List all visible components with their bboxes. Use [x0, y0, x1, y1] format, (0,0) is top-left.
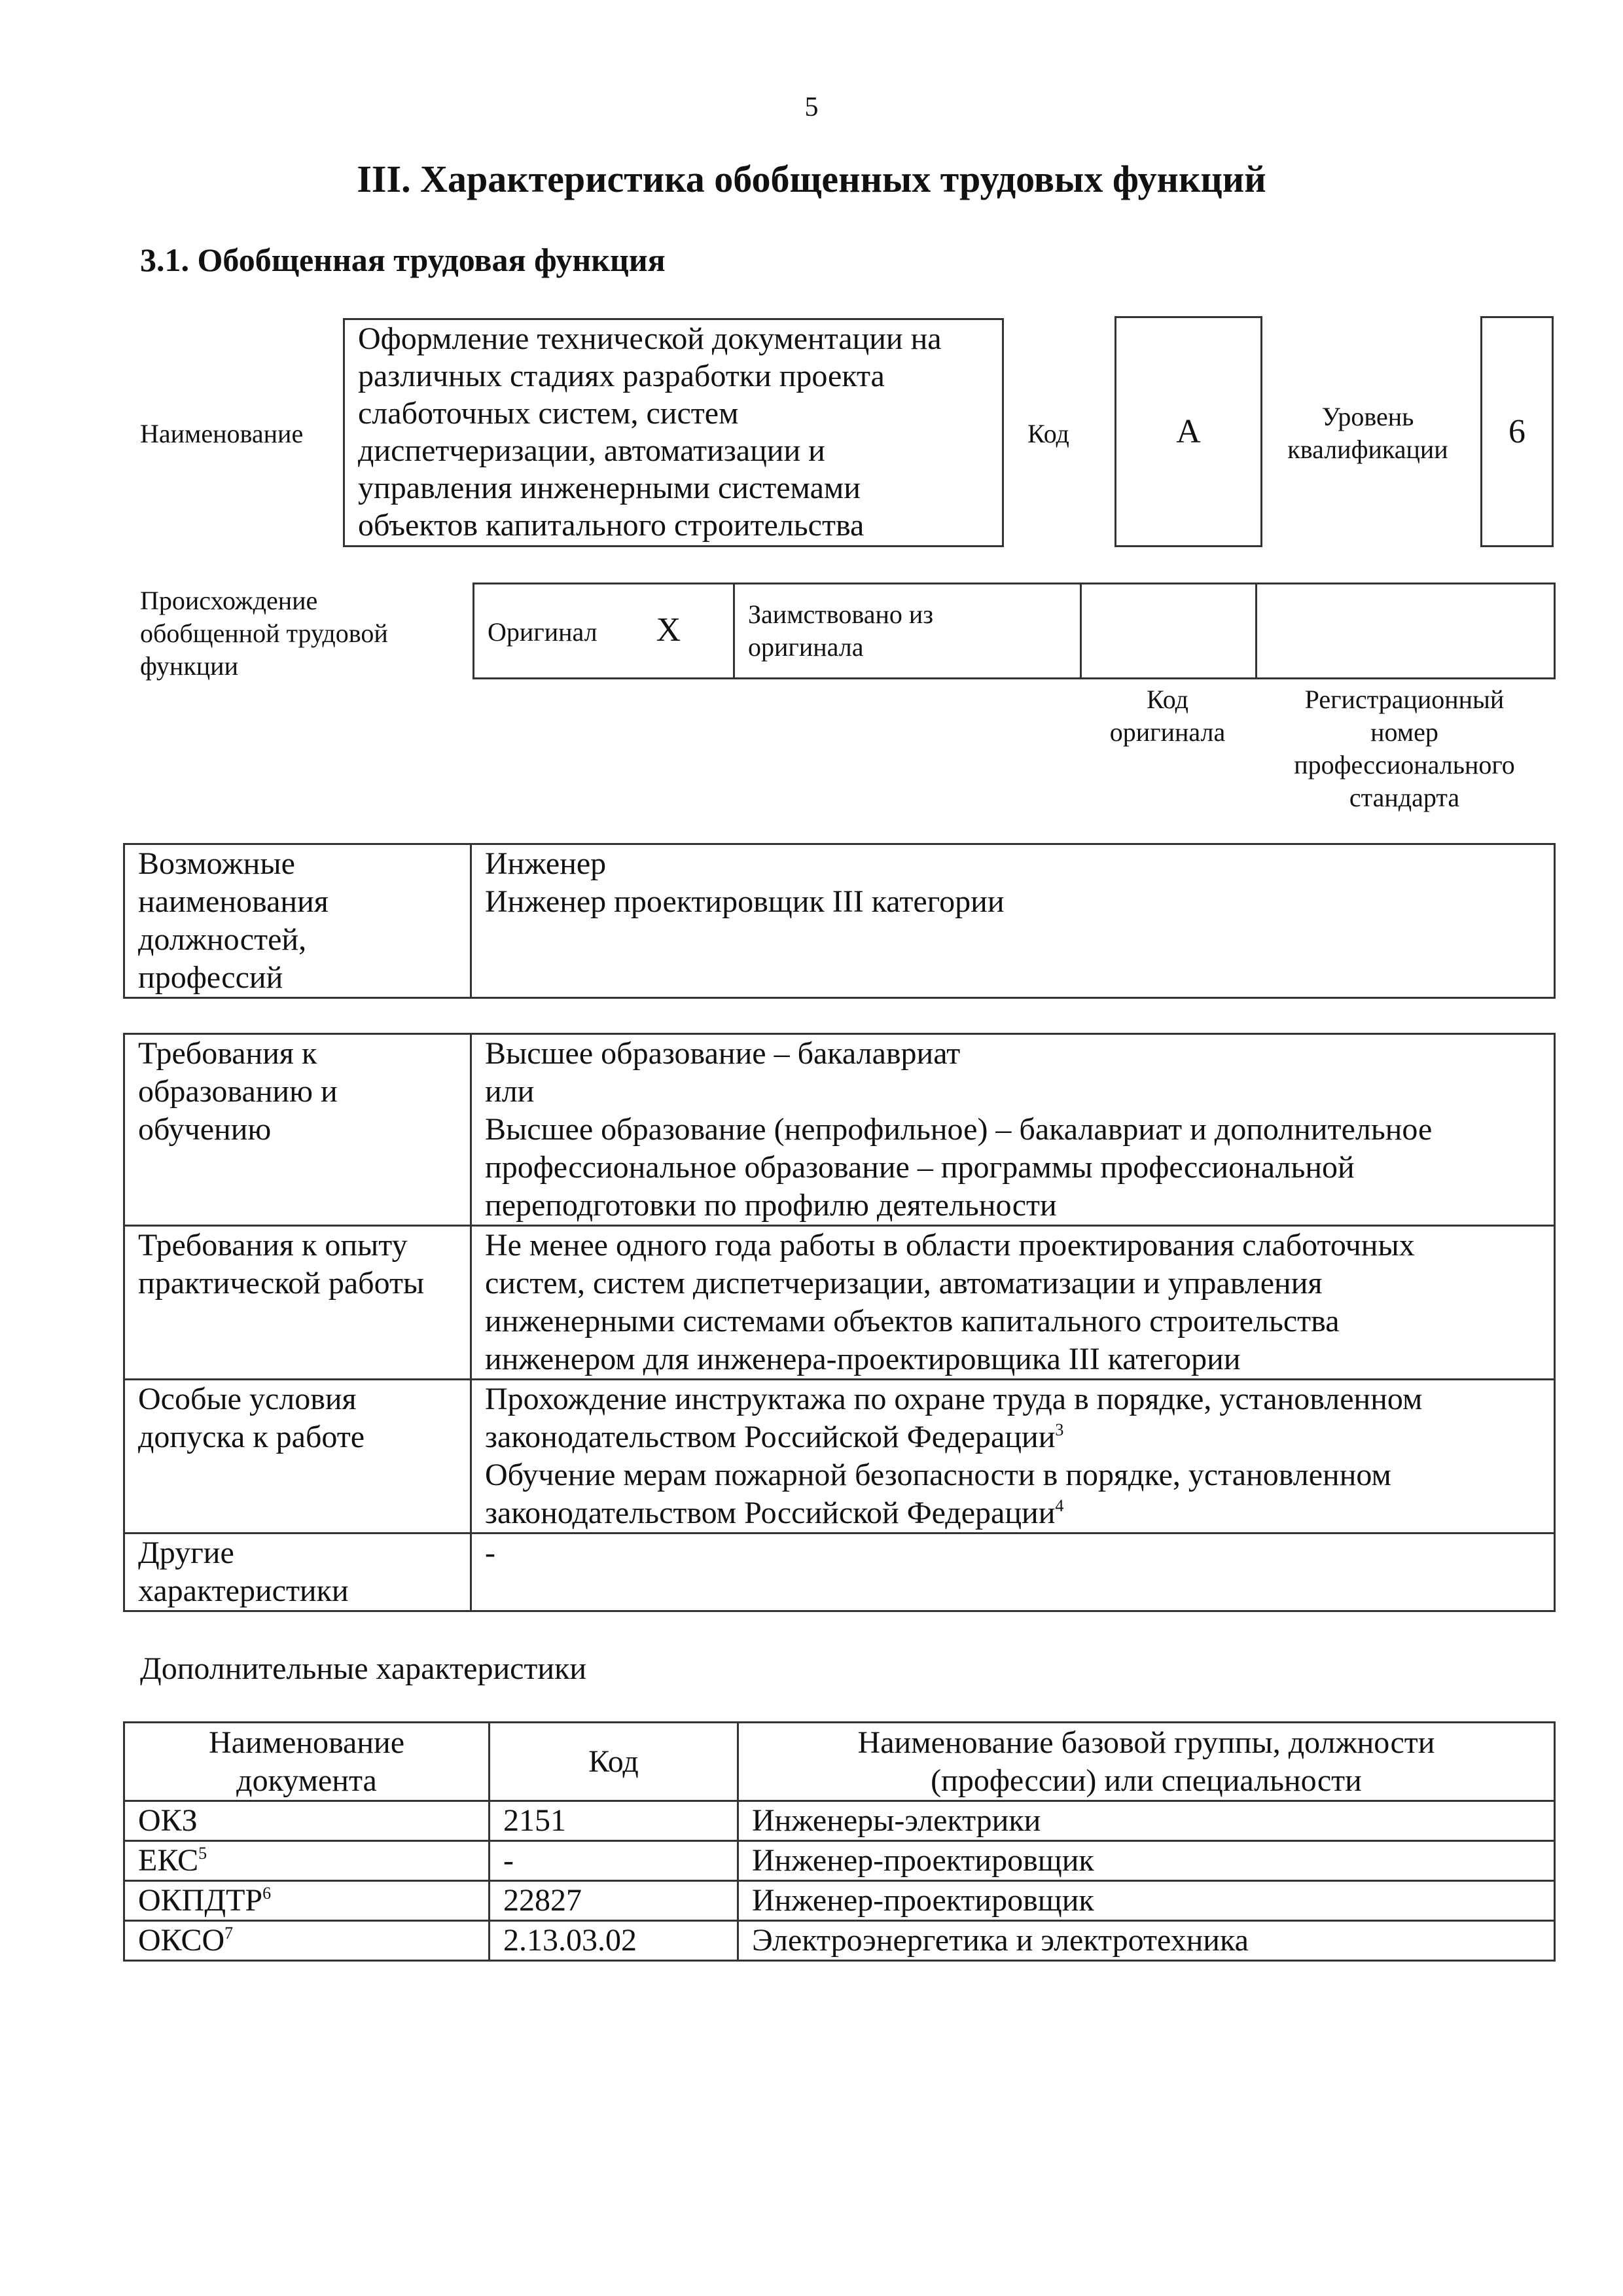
other-label-line: характеристики: [138, 1573, 349, 1608]
conditions-value-cell: [471, 1380, 1555, 1534]
borrowed-label-line: оригинала: [748, 632, 864, 662]
origin-borrowed-cell: [734, 584, 1081, 679]
caption-line: оригинала: [1109, 717, 1226, 747]
header-line: Наименование базовой группы, должности: [857, 1725, 1435, 1760]
caption-line: Регистрационный: [1304, 685, 1505, 714]
function-name-line: слаботочных систем, систем: [358, 396, 739, 431]
level-label-line: квалификации: [1287, 435, 1448, 464]
function-name-line: управления инженерными системами: [358, 471, 861, 505]
caption-line: номер: [1370, 717, 1438, 747]
education-line: переподготовки по профилю деятельности: [485, 1188, 1057, 1223]
original-mark: X: [656, 611, 681, 649]
header-group: [738, 1723, 1555, 1801]
origin-original-cell: [474, 584, 734, 679]
conditions-label-line: Особые условия: [138, 1382, 357, 1416]
positions-label-cell: [124, 844, 471, 998]
group-name: Инженер-проектировщик: [738, 1841, 1555, 1881]
conditions-line: [485, 1418, 1541, 1456]
doc-name: ОКПДТР: [138, 1883, 263, 1918]
education-label-cell: [124, 1034, 471, 1226]
group-name: Инженер-проектировщик: [738, 1881, 1555, 1921]
footnote-ref: 3: [1055, 1420, 1064, 1439]
function-name-box: [343, 318, 1004, 547]
other-label-line: Другие: [138, 1535, 234, 1570]
positions-label-line: наименования: [138, 884, 329, 919]
doc-code: 2.13.03.02: [490, 1921, 738, 1961]
header-doc: [124, 1723, 490, 1801]
education-label-line: образованию и: [138, 1074, 338, 1109]
header-line: Код: [588, 1744, 639, 1779]
conditions-label-cell: [124, 1380, 471, 1534]
origin-reg-cell: [1257, 584, 1555, 679]
education-line: или: [485, 1074, 535, 1109]
conditions-label-line: допуска к работе: [138, 1420, 365, 1454]
level-value-box: [1480, 316, 1554, 547]
education-value-cell: [471, 1034, 1555, 1226]
function-name-line: диспетчеризации, автоматизации и: [358, 433, 825, 468]
caption-line: Код: [1147, 685, 1188, 714]
conditions-line: [485, 1494, 1541, 1532]
experience-label-line: Требования к опыту: [138, 1228, 408, 1263]
origin-label-line: функции: [140, 651, 238, 681]
function-name-line: объектов капитального строительства: [358, 508, 865, 543]
education-label-line: Требования к: [138, 1036, 317, 1071]
caption-line: стандарта: [1349, 783, 1460, 812]
header-code: [490, 1723, 738, 1801]
header-line: (профессии) или специальности: [931, 1763, 1362, 1798]
level-value: 6: [1508, 413, 1525, 450]
original-label: Оригинал: [488, 617, 597, 647]
header-line: Наименование: [208, 1725, 405, 1760]
reg-number-caption: [1255, 683, 1554, 814]
doc-name: ЕКС: [138, 1843, 199, 1878]
origin-table: [473, 583, 1556, 679]
positions-label-line: должностей,: [138, 922, 307, 957]
education-label-line: обучению: [138, 1112, 272, 1147]
function-name-line: различных стадиях разработки проекта: [358, 359, 885, 393]
conditions-text: законодательством Российской Федерации: [485, 1496, 1056, 1530]
experience-line: систем, систем диспетчеризации, автоматизации и управления: [485, 1266, 1323, 1300]
positions-label-line: профессий: [138, 960, 283, 995]
table-row: [124, 1841, 1555, 1881]
doc-name: ОКЗ: [138, 1803, 198, 1838]
doc-code: 2151: [490, 1801, 738, 1841]
doc-code: 22827: [490, 1881, 738, 1921]
code-value: А: [1176, 413, 1201, 450]
other-value-cell: [471, 1534, 1555, 1611]
qualification-level-label: [1276, 401, 1459, 466]
doc-code: -: [490, 1841, 738, 1881]
position-item: Инженер: [485, 846, 607, 881]
table-row: [124, 1921, 1555, 1961]
footnote-ref: 5: [198, 1844, 207, 1863]
experience-line: Не менее одного года работы в области проектирования слаботочных: [485, 1228, 1415, 1263]
origin-label-line: обобщенной трудовой: [140, 619, 388, 648]
requirements-table: [123, 1033, 1556, 1612]
experience-line: инженером для инженера-проектировщика III категории: [485, 1342, 1241, 1376]
group-name: Инженеры-электрики: [738, 1801, 1555, 1841]
footnote-ref: 4: [1055, 1496, 1064, 1515]
table-row: [124, 1801, 1555, 1841]
other-value: -: [485, 1535, 495, 1570]
name-label: Наименование: [140, 419, 304, 448]
experience-value-cell: [471, 1226, 1555, 1380]
origin-label-line: Происхождение: [140, 586, 318, 615]
education-line: Высшее образование – бакалавриат: [485, 1036, 961, 1071]
conditions-line: Обучение мерам пожарной безопасности в порядке, установленном: [485, 1458, 1391, 1492]
doc-name: ОКСО: [138, 1923, 225, 1958]
additional-table: [123, 1721, 1556, 1962]
caption-line: профессионального: [1294, 750, 1515, 780]
section-heading: III. Характеристика обобщенных трудовых функций: [357, 158, 1266, 200]
code-original-caption: [1080, 683, 1255, 749]
subsection-heading: 3.1. Обобщенная трудовая функция: [140, 242, 666, 278]
positions-table: [123, 843, 1556, 999]
other-label-cell: [124, 1534, 471, 1611]
origin-code-cell: [1081, 584, 1257, 679]
code-label: Код: [1027, 419, 1069, 448]
education-line: Высшее образование (непрофильное) – бакалавриат и дополнительное: [485, 1112, 1433, 1147]
experience-label-cell: [124, 1226, 471, 1380]
experience-line: инженерными системами объектов капитального строительства: [485, 1304, 1340, 1338]
positions-label-line: Возможные: [138, 846, 295, 881]
header-line: документа: [236, 1763, 377, 1798]
function-name-line: Оформление технической документации на: [358, 321, 942, 356]
footnote-ref: 7: [224, 1924, 234, 1943]
page-number: 5: [804, 92, 819, 122]
group-name: Электроэнергетика и электротехника: [738, 1921, 1555, 1961]
origin-label: [140, 584, 388, 683]
position-item: Инженер проектировщик III категории: [485, 884, 1005, 919]
conditions-text: законодательством Российской Федерации: [485, 1420, 1056, 1454]
table-row: [124, 1881, 1555, 1921]
code-value-box: [1115, 316, 1262, 547]
footnote-ref: 6: [262, 1884, 272, 1903]
education-line: профессиональное образование – программы профессиональной: [485, 1150, 1355, 1185]
additional-title: Дополнительные характеристики: [140, 1651, 587, 1686]
level-label-line: Уровень: [1321, 402, 1414, 431]
borrowed-label-line: Заимствовано из: [748, 600, 934, 629]
positions-value-cell: [471, 844, 1555, 998]
conditions-line: Прохождение инструктажа по охране труда в порядке, установленном: [485, 1382, 1423, 1416]
experience-label-line: практической работы: [138, 1266, 425, 1300]
